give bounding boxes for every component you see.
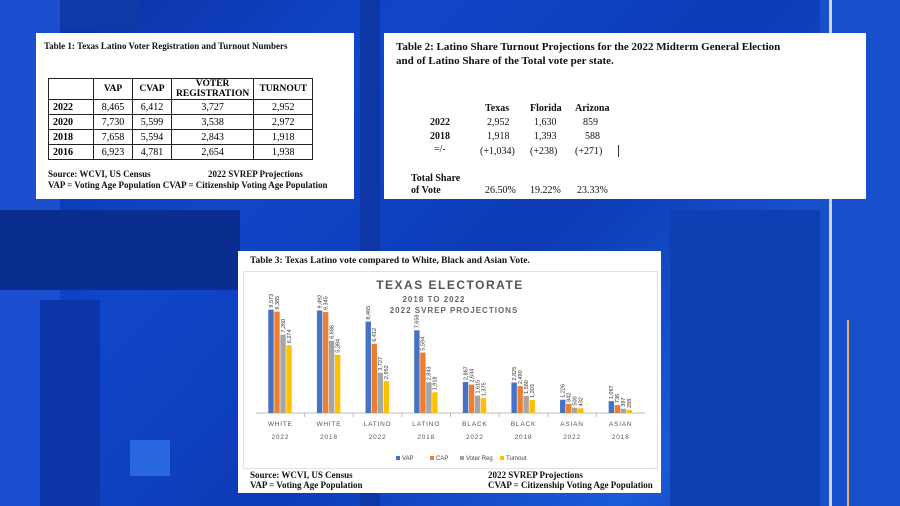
table3-title: Table 3: Texas Latino vote compared to White, Black and Asian Vote.: [250, 256, 530, 266]
bar-value-label: 9,492: [317, 294, 324, 309]
table1-cell: 3,727: [172, 100, 254, 115]
bar-value-label: 8,465: [366, 305, 373, 320]
table1-cell: 5,594: [133, 130, 172, 145]
bg-block: [60, 0, 140, 30]
bar-value-label: 3,727: [378, 356, 385, 371]
table1: [48, 78, 313, 160]
legend-swatch: [430, 456, 434, 460]
table1-panel: [36, 33, 354, 199]
bar-value-label: 2,867: [463, 366, 470, 381]
table1-cell: 1,918: [254, 130, 313, 145]
bar-value-label: 7,260: [280, 318, 287, 333]
texas-electorate-chart: [243, 271, 658, 469]
table1-cell: 7,658: [94, 130, 133, 145]
table1-cell: 2,972: [254, 115, 313, 130]
table1-cell: 4,781: [133, 145, 172, 160]
bg-block: [40, 300, 100, 506]
bg-block: [670, 210, 820, 506]
table2-share-value: 23.33%: [577, 185, 608, 196]
table-row: [49, 115, 313, 130]
chart-bar: [414, 330, 419, 413]
table1-header-cell: VAP: [94, 79, 133, 100]
table2-cell: 2,952: [487, 117, 510, 128]
table1-projection-note: 2022 SVREP Projections: [208, 169, 303, 179]
table3-projection-note: 2022 SVREP Projections: [488, 470, 583, 480]
bar-value-label: 288: [627, 398, 634, 408]
chart-bar: [420, 353, 425, 413]
legend-swatch: [396, 456, 400, 460]
table1-cell: 7,730: [94, 115, 133, 130]
bar-value-label: 1,203: [529, 384, 536, 399]
bar-value-label: 736: [615, 393, 622, 404]
text-cursor: [618, 145, 619, 157]
category-year-label: 2018: [514, 434, 533, 441]
chart-bar: [274, 312, 279, 413]
bar-value-label: 2,952: [384, 365, 391, 380]
table1-cell: 2018: [49, 130, 94, 145]
legend-label: VAP: [402, 456, 414, 462]
bar-value-label: 1,580: [523, 380, 530, 394]
bg-block: [130, 440, 170, 476]
category-year-label: 2018: [417, 434, 436, 441]
table2-share-value: 26.50%: [485, 185, 516, 196]
chart-bar: [511, 382, 516, 413]
bar-value-label: 2,825: [511, 366, 518, 381]
chart-bar: [335, 355, 340, 413]
table2-cell: (+271): [575, 146, 603, 157]
chart-bar: [481, 398, 486, 413]
bar-value-label: 7,658: [414, 314, 421, 329]
bar-value-label: 6,412: [372, 327, 379, 342]
table1-cell: 6,412: [133, 100, 172, 115]
chart-bar: [280, 335, 285, 413]
chart-bar: [463, 382, 468, 413]
table2-row-label: =/-: [434, 144, 446, 155]
chart-bars: [256, 294, 645, 441]
table3-panel: [238, 251, 661, 493]
table1-cell: 1,938: [254, 145, 313, 160]
category-year-label: 2022: [271, 434, 290, 441]
category-year-label: 2022: [368, 434, 387, 441]
table2-share-label: Total Share: [411, 173, 461, 184]
table2-state-header: Texas: [485, 103, 510, 114]
legend-label: CAP: [436, 456, 449, 462]
chart-bar: [469, 385, 474, 413]
bar-value-label: 2,634: [469, 368, 476, 383]
table2-share-label: of Vote: [411, 185, 441, 196]
bar-value-label: 9,345: [323, 296, 330, 311]
bar-value-label: 1,226: [560, 383, 567, 398]
table1-legend-note: VAP = Voting Age Population CVAP = Citizenship Voting Age Population: [48, 180, 328, 190]
table1-cell: 2,654: [172, 145, 254, 160]
table1-cell: 2,952: [254, 100, 313, 115]
chart-subtitle: 2018 TO 2022: [402, 295, 466, 304]
table1-header-cell: VOTER REGISTRATION: [172, 79, 254, 100]
legend-label: Turnout: [506, 456, 527, 462]
chart-bar: [609, 401, 614, 413]
chart-bar: [372, 344, 377, 413]
table-row: [49, 100, 313, 115]
chart-bar: [560, 400, 565, 413]
category-label: BLACK: [510, 421, 537, 428]
category-label: ASIAN: [560, 421, 584, 428]
bar-value-label: 2,843: [426, 366, 433, 381]
table1-title: Table 1: Texas Latino Voter Registration and Turnout Numbers: [44, 41, 288, 51]
table2-title-line: and of Latino Share of the Total vote per state.: [396, 55, 614, 67]
chart-bar: [268, 310, 273, 413]
bg-block: [0, 210, 240, 290]
table1-source: Source: WCVI, US Census: [48, 169, 151, 179]
category-year-label: 2022: [563, 434, 581, 441]
table1-header-row: [49, 79, 313, 100]
table1-header-cell: [49, 79, 94, 100]
table2-cell: (+1,034): [480, 146, 515, 157]
chart-bar: [426, 382, 431, 413]
table3-cvap-note: CVAP = Citizenship Voting Age Population: [488, 480, 653, 490]
bar-value-label: 9,385: [274, 295, 281, 310]
chart-bar: [578, 408, 583, 413]
chart-bar: [621, 409, 626, 413]
bar-value-label: 6,686: [329, 325, 336, 339]
bar-value-label: 6,274: [286, 329, 293, 344]
table1-cell: 2022: [49, 100, 94, 115]
table-row: [49, 130, 313, 145]
bar-value-label: 5,394: [335, 338, 342, 353]
legend-swatch: [460, 456, 464, 460]
table2-cell: 859: [583, 117, 598, 128]
chart-legend: [396, 456, 527, 462]
table3-vap-note: VAP = Voting Age Population: [250, 480, 363, 490]
bar-value-label: 500: [572, 396, 579, 406]
category-year-label: 2022: [465, 434, 484, 441]
chart-bar: [475, 396, 480, 413]
bar-value-label: 397: [621, 397, 628, 407]
table2-row-label: 2022: [430, 117, 450, 128]
table1-cell: 3,538: [172, 115, 254, 130]
legend-label: Voter Reg: [466, 456, 493, 462]
category-year-label: 2018: [611, 434, 630, 441]
category-label: WHITE: [267, 421, 293, 428]
table1-cell: 5,599: [133, 115, 172, 130]
chart-bar: [366, 322, 371, 413]
bar-value-label: 9,573: [268, 293, 275, 308]
chart-bar: [523, 396, 528, 413]
bar-value-label: 1,375: [481, 382, 488, 397]
table2-state-header: Arizona: [575, 103, 610, 114]
chart-bar: [572, 408, 577, 413]
table2-share-value: 19.22%: [530, 185, 561, 196]
chart-bar: [517, 386, 522, 413]
table2-cell: 1,918: [487, 131, 510, 142]
chart-bar: [432, 392, 437, 413]
bar-value-label: 432: [578, 397, 585, 407]
chart-title: TEXAS ELECTORATE: [376, 278, 524, 292]
table2-cell: (+238): [530, 146, 558, 157]
chart-bar: [615, 405, 620, 413]
table2-state-header: Florida: [530, 103, 562, 114]
chart-bar: [566, 404, 571, 413]
table1-cell: 2016: [49, 145, 94, 160]
table1-cell: 2020: [49, 115, 94, 130]
chart-subtitle: 2022 SVREP PROJECTIONS: [389, 306, 519, 315]
category-year-label: 2018: [320, 434, 338, 441]
bar-value-label: 1,615: [475, 379, 482, 394]
table1-cell: 2,843: [172, 130, 254, 145]
legend-swatch: [500, 456, 504, 460]
bg-block: [847, 320, 849, 506]
chart-bar: [317, 310, 322, 413]
chart-bar: [329, 341, 334, 413]
bar-value-label: 842: [566, 392, 573, 402]
table2-cell: 1,630: [534, 117, 557, 128]
category-label: LATINO: [412, 421, 441, 428]
category-label: BLACK: [462, 421, 488, 428]
table1-header-cell: TURNOUT: [254, 79, 313, 100]
bar-value-label: 2,490: [517, 370, 524, 385]
table2-cell: 588: [585, 131, 600, 142]
chart-bar: [384, 381, 389, 413]
category-label: LATINO: [363, 421, 392, 428]
category-label: ASIAN: [608, 421, 633, 428]
table2-cell: 1,393: [534, 131, 557, 142]
chart-bar: [378, 373, 383, 413]
table2-row-label: 2018: [430, 131, 450, 142]
chart-bar: [323, 312, 328, 413]
table2-title-line: Table 2: Latino Share Turnout Projections for the 2022 Midterm General Election: [396, 41, 781, 53]
table1-header-cell: CVAP: [133, 79, 172, 100]
bar-value-label: 5,594: [420, 336, 427, 351]
bar-value-label: 1,097: [609, 385, 616, 400]
table2-title: [396, 40, 780, 68]
table2-panel: [384, 33, 866, 199]
table-row: [49, 145, 313, 160]
chart-bar: [286, 345, 291, 413]
bar-value-label: 1,918: [432, 376, 439, 391]
category-label: WHITE: [316, 421, 342, 428]
chart-bar: [627, 410, 632, 413]
chart-bar: [529, 400, 534, 413]
table1-cell: 6,923: [94, 145, 133, 160]
table1-cell: 8,465: [94, 100, 133, 115]
table3-source: Source: WCVI, US Census: [250, 470, 353, 480]
